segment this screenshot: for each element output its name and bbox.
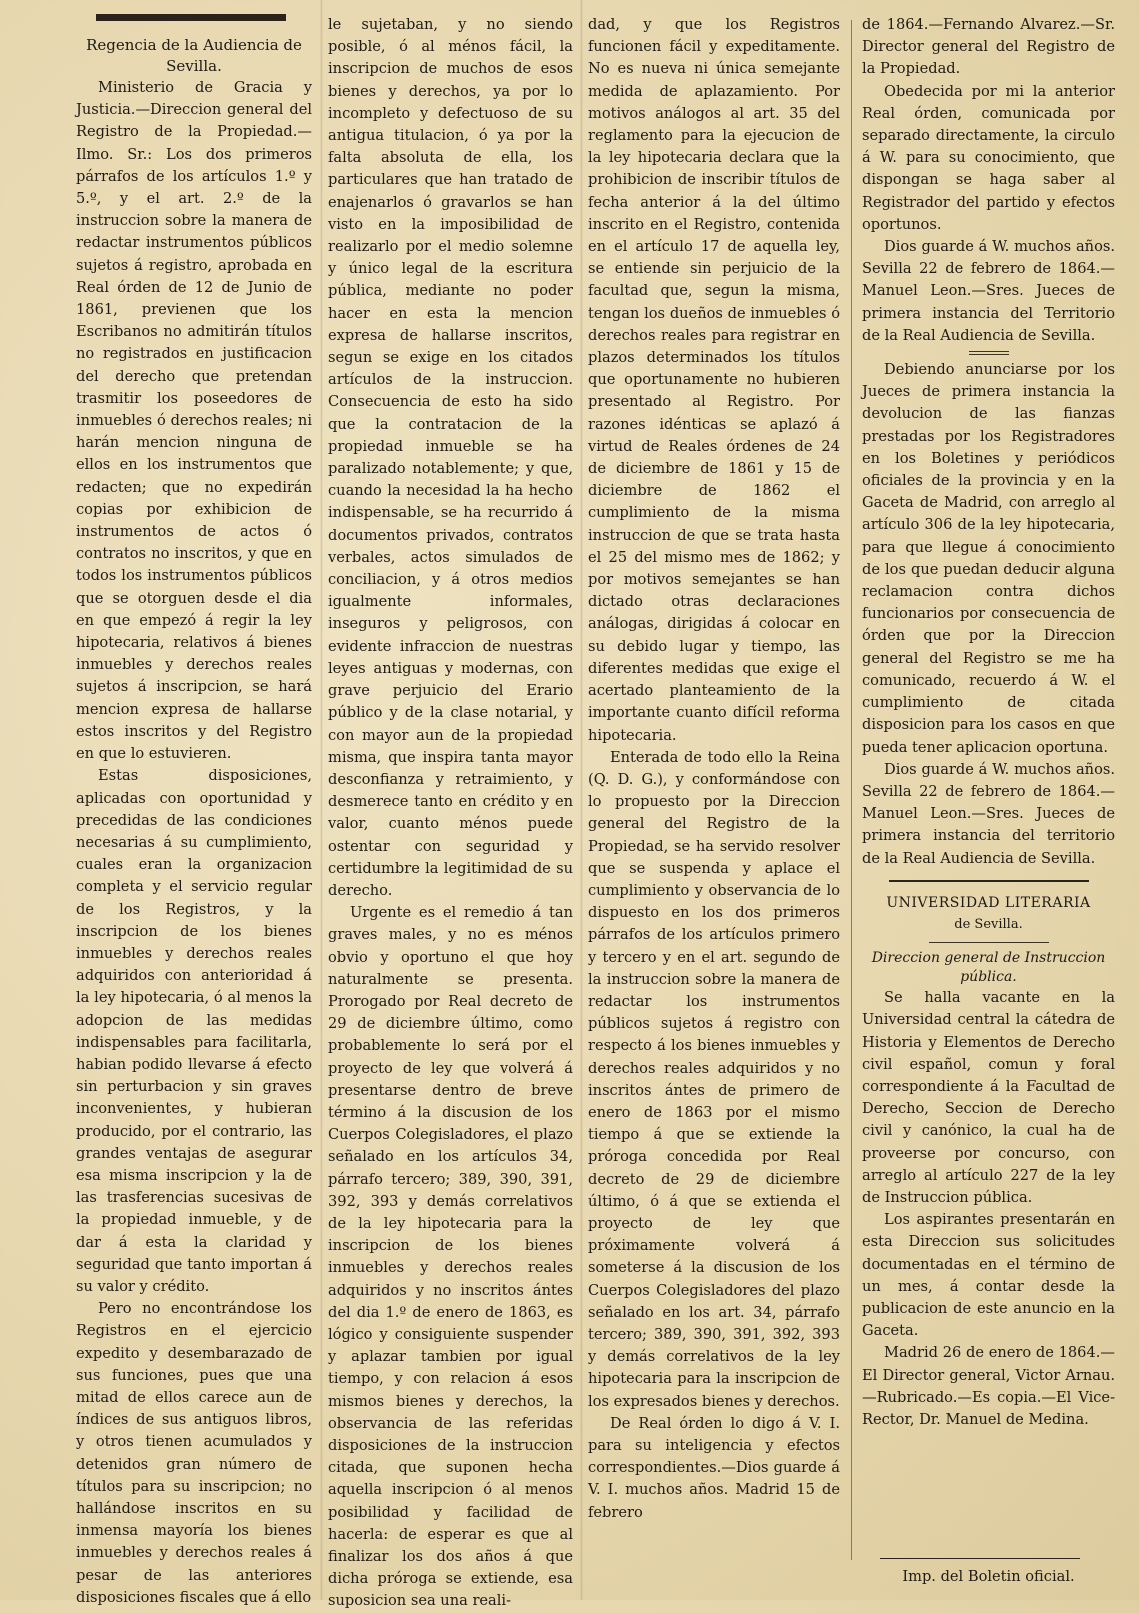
- separator: [929, 942, 1049, 943]
- paragraph: Pero no encontrándose los Registros en el ejercicio expedito y desembarazado de sus funciones, pues que una mitad de ellos carece aun de índices de sus antiguos libros, y otros tienen acumulados y detenidos gran número de títulos para su inscripcion; no hallándose inscritos en su inmensa mayoría los bienes inmuebles y derechos reales á pesar de las anteriores disposiciones fiscales que á ello: [76, 1300, 312, 1606]
- paragraph: Enterada de todo ello la Reina (Q. D. G.), y conformándose con lo propuesto por la Direccion general del Registro de la Propiedad, se ha servido resolver que se suspenda y aplace el cumplimiento y observancia de lo dispuesto en los dos primeros párrafos de los artículos primero y tercero y en el art. segundo de la instruccion sobre la manera de redactar los instrumentos públicos sujetos á registro con respecto á los bienes inmuebles y derechos reales adquiridos y no inscritos ántes de primero de enero de 1863 por el mismo tiempo á que se extiende la próroga concedida por Real decreto de 29 de diciembre último, ó á que se extienda el proyecto de ley que próximamente volverá á someterse á la discusion de los Cuerpos Colegisladores del plazo señalado en los art. 34, párrafo tercero; 389, 390, 391, 392, 393 y demás correlativos de la ley hipotecaria para la inscripcion de los expresados bienes y derechos.: [588, 748, 840, 1410]
- column-2: [328, 14, 573, 1610]
- paragraph: Ministerio de Gracia y Justicia.—Direccion general del Registro de la Propiedad.—Ilmo. Sr.: Los dos primeros párrafos de los artículos 1.º y 5.º, y el art. 2.º de la instruccion sobre la manera de redactar instrumentos públicos sujetos á registro, aprobada en Real órden de 12 de Junio de 1861, previenen que los Escribanos no admitirán títulos no registrados en justificacion del derecho que pretendan trasmitir los poseedores de inmuebles ó derechos reales; ni harán mencion ninguna de ellos en los instrumentos que redacten; que no expedirán copias por exhibicion de instrumentos de actos ó contratos no inscritos, y que en todos los instrumentos públicos que se otorguen desde el dia en que empezó á regir la ley hipotecaria, relativos á bienes inmuebles y derechos reales sujetos á inscripcion, se hará mencion expresa de hallarse estos inscritos y del Registro en que lo estuvieren.: [76, 79, 312, 763]
- paragraph: Debiendo anunciarse por los Jueces de primera instancia la devolucion de las fianzas prestadas por los Registradores en los Boletines y periódicos oficiales de la provincia y en la Gaceta de Madrid, con arreglo al artículo 306 de la ley hipotecaria, para que llegue á conocimiento de los que puedan deducir alguna reclamacion contra dichos funcionarios por consecuencia de órden que por la Direccion general del Registro se me ha comunicado, recuerdo á W. el cumplimiento de citada disposicion para los casos en que pueda tener aplicacion oportuna.: [862, 361, 1115, 756]
- paragraph: Estas disposiciones, aplicadas con oportunidad y precedidas de las condiciones necesarias á su cumplimiento, cuales eran la organizacion completa y el servicio regular de los Registros, y la inscripcion de los bienes inmuebles y derechos reales adquiridos con anterioridad á la ley hipotecaria, ó al menos la adopcion de las medidas indispensables para facilitarla, habian podido llevarse á efecto sin perturbacion y sin graves inconvenientes, y hubieran producido, por el contrario, las grandes ventajas de asegurar esa misma inscripcion y la de las trasferencias sucesivas de la propiedad inmueble, y de dar á esta la claridad y seguridad que tanto importan á su valor y crédito.: [76, 767, 312, 1295]
- separator: [889, 880, 1089, 882]
- paragraph: Madrid 26 de enero de 1864.—El Director general, Victor Arnau.—Rubricado.—Es copia.—El Vice-Rector, Dr. Manuel de Medina.: [862, 1344, 1115, 1428]
- paragraph: Se halla vacante en la Universidad central la cátedra de Historia y Elementos de Derecho civil español, comun y foral correspondiente á la Facultad de Derecho, Seccion de Derecho civil y canónico, la cual ha de proveerse por concurso, con arreglo al artículo 227 de la ley de Instruccion pública.: [862, 989, 1115, 1206]
- section-title-universidad: UNIVERSIDAD LITERARIA: [886, 894, 1091, 911]
- paragraph: Dios guarde á W. muchos años. Sevilla 22 de febrero de 1864.—Manuel Leon.—Sres. Jueces de primera instancia del territorio de la Real Audiencia de Sevilla.: [862, 760, 1115, 867]
- paragraph: Los aspirantes presentarán en esta Direccion sus solicitudes documentadas en el término de un mes, á contar desde la publicacion de este anuncio en la Gaceta.: [862, 1211, 1115, 1340]
- paragraph: Dios guarde á W. muchos años. Sevilla 22 de febrero de 1864.—Manuel Leon.—Sres. Jueces de primera instancia del Territorio de la Real Audiencia de Sevilla.: [862, 238, 1115, 344]
- paragraph: Urgente es el remedio á tan graves males, y no es ménos obvio y oportuno el que hoy naturalmente se presenta. Prorogado por Real decreto de 29 de diciembre último, como probablemente lo será por el proyecto de ley que volverá á presentarse dentro de breve término á la discusion de los Cuerpos Colegisladores, el plazo señalado en los artículos 34, párrafo tercero; 389, 390, 391, 392, 393 y demás correlativos de la ley hipotecaria para la inscripcion de los bienes inmuebles y derechos reales adquiridos y no inscritos ántes del dia 1.º de enero de 1863, es lógico y consiguiente suspender y aplazar tambien por igual tiempo, y con relacion á esos mismos bienes y derechos, la observancia de las referidas disposiciones de la instruccion citada, que suponen hecha aquella inscripcion ó al menos posibilidad y facilidad de hacerla: de esperar es que al finalizar los dos años á que dicha próroga se extiende, esa suposicion sea una reali-: [328, 904, 573, 1610]
- column-1: [76, 14, 312, 1606]
- column-3: [588, 14, 840, 1590]
- column-gutter-1: [320, 0, 323, 1600]
- section-title-regencia: Regencia de la Audiencia de Sevilla.: [86, 36, 302, 75]
- footer-rule: [880, 1558, 1080, 1559]
- paragraph: de 1864.—Fernando Alvarez.—Sr. Director general del Registro de la Propiedad.: [862, 16, 1115, 78]
- column-4: [862, 14, 1115, 1590]
- separator: [969, 351, 1009, 355]
- section-heading-direccion: Direccion general de Instruccion pública.: [871, 950, 1106, 986]
- top-rule: [96, 14, 286, 21]
- paragraph: dad, y que los Registros funcionen fácil y expeditamente. No es nueva ni única semejante medida de aplazamiento. Por motivos análogos al art. 35 del reglamento para la ejecucion de la ley hipotecaria declara que la prohibicion de inscribir títulos de fecha anterior á la del último inscrito en el Registro, contenida en el artículo 17 de aquella ley, se entiende sin perjuicio de la facultad que, segun la misma, tengan los dueños de inmuebles ó derechos reales para registrar en plazos determinados los títulos que oportunamente no hubieren presentado al Registro. Por razones idénticas se aplazó á virtud de Reales órdenes de 24 de diciembre de 1861 y 15 de diciembre de 1862 el cumplimiento de la misma instruccion de que se trata hasta el 25 del mismo mes de 1862; y por motivos semejantes se han dictado otras declaraciones análogas, dirigidas á colocar en su debido lugar y tiempo, las diferentes medidas que exige el acertado planteamiento de la importante cuanto difícil reforma hipotecaria.: [588, 16, 840, 744]
- paragraph: Obedecida por mi la anterior Real órden, comunicada por separado directamente, la circulo á W. para su conocimiento, que dispongan se haga saber al Registrador del partido y efectos oportunos.: [862, 82, 1115, 233]
- paragraph: De Real órden lo digo á V. I. para su inteligencia y efectos correspondientes.—Dios guarde á V. I. muchos años. Madrid 15 de febrero: [588, 1414, 840, 1521]
- paragraph: le sujetaban, y no siendo posible, ó al ménos fácil, la inscripcion de muchos de esos bienes y derechos, ya por lo incompleto y defectuoso de su antigua titulacion, ó ya por la falta absoluta de ella, los particulares que han tratado de enajenarlos ó gravarlos se han visto en la imposibilidad de realizarlo por el medio solemne y único legal de la escritura pública, mediante no poder hacer en esta la mencion expresa de hallarse inscritos, segun se exige en los citados artículos de la instruccion. Consecuencia de esto ha sido que la contratacion de la propiedad inmueble se ha paralizado notablemente; y que, cuando la necesidad la ha hecho indispensable, se ha recurrido á documentos privados, contratos verbales, actos simulados de conciliacion, y á otros medios igualmente informales, inseguros y peligrosos, con evidente infraccion de nuestras leyes antiguas y modernas, con grave perjuicio del Erario público y de la clase notarial, y con mayor aun de la propiedad misma, que inspira tanta mayor desconfianza y retraimiento, y desmerece tanto en crédito y en valor, cuanto ménos puede ostentar con seguridad y certidumbre la legitimidad de su derecho.: [328, 16, 573, 899]
- imprint: Imp. del Boletin oficial.: [902, 1568, 1075, 1585]
- section-subtitle: de Sevilla.: [954, 916, 1023, 932]
- column-gutter-2: [580, 0, 583, 1600]
- column-rule: [851, 20, 852, 1560]
